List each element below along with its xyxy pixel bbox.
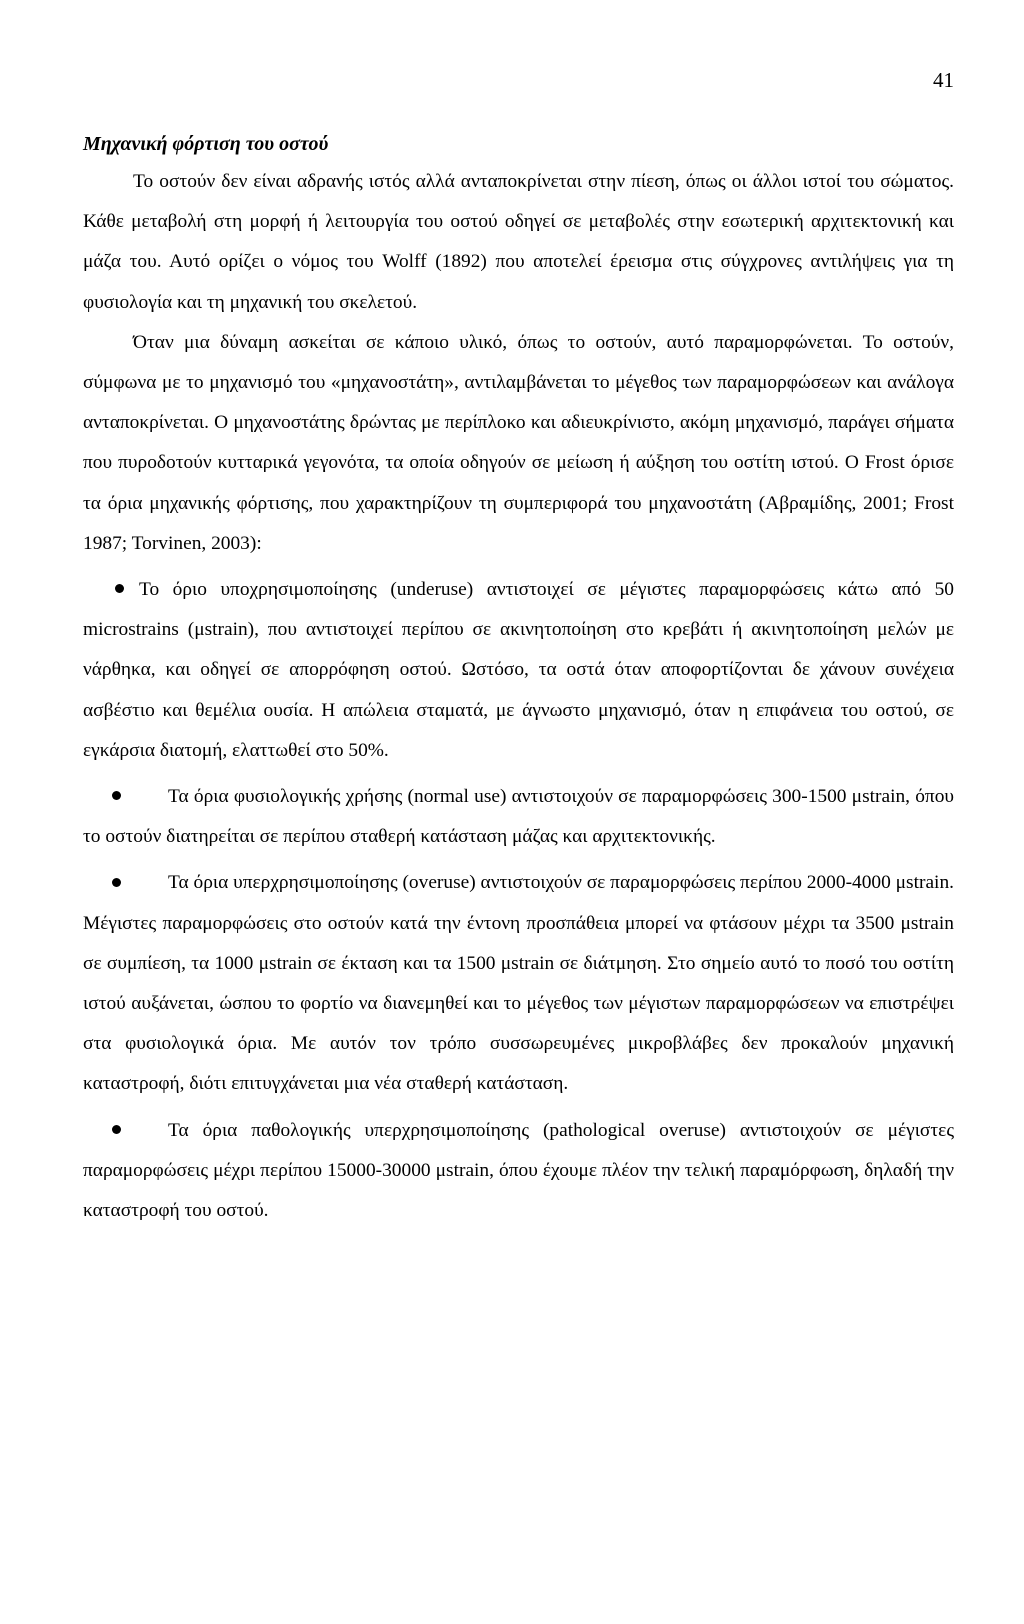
bullet-icon xyxy=(112,878,121,887)
bullet-text: Το όριο υποχρησιμοποίησης (underuse) αντιστοιχεί σε μέγιστες παραμορφώσεις κάτω από 50 microstrains (μstrain), που αντιστοιχεί περίπου σε ακινητοποίηση στο κρεβάτι ή ακινητοποίηση μελών με νάρθηκα, και οδηγεί σε απορρόφηση οστού. Ωστόσο, τα οστά όταν αποφορτίζονται δε χάνουν συνέχεια ασβέστιο και θεμέλια ουσία. Η απώλεια σταματά, με άγνωστο μηχανισμό, όταν η επιφάνεια του οστού, σε εγκάρσια διατομή, ελαττωθεί στο 50%. xyxy=(83,579,954,761)
bullet-text: Τα όρια υπερχρησιμοποίησης (overuse) αντιστοιχούν σε παραμορφώσεις περίπου 2000-4000 μstrain. Μέγιστες παραμορφώσεις στο οστούν κατά την έντονη προσπάθεια μπορεί να φτάσουν μέχρι τα 3500 μstrain σε συμπίεση, τα 1000 μstrain σε έκταση και τα 1500 μstrain σε διάτμηση. Στο σημείο αυτό το ποσό του οστίτη ιστού αυξάνεται, ώσπου το φορτίο να διανεμηθεί και το μέγεθος των μέγιστων παραμορφώσεων να επιστρέψει στα φυσιολογικά όρια. Με αυτόν τον τρόπο συσσωρευμένες μικροβλάβες δεν προκαλούν μηχανική καταστροφή, διότι επιτυγχάνεται μια νέα σταθερή κατάσταση. xyxy=(83,872,954,1095)
bullet-item-pathological-overuse xyxy=(83,1111,954,1232)
bullet-text: Τα όρια παθολογικής υπερχρησιμοποίησης (pathological overuse) αντιστοιχούν σε μέγιστες παραμορφώσεις μέχρι περίπου 15000-30000 μstrain, όπου έχουμε πλέον την τελική παραμόρφωση, δηλαδή την καταστροφή του οστού. xyxy=(83,1119,954,1222)
document-body xyxy=(83,126,954,1231)
section-title: Μηχανική φόρτιση του οστού xyxy=(83,133,329,155)
bullet-icon xyxy=(112,791,121,800)
paragraph-1: Το οστούν δεν είναι αδρανής ιστός αλλά ανταποκρίνεται στην πίεση, όπως οι άλλοι ιστοί του σώματος. Κάθε μεταβολή στη μορφή ή λειτουργία του οστού οδηγεί σε μεταβολές στην εσωτερική αρχιτεκτονική και μάζα του. Αυτό ορίζει ο νόμος του Wolff (1892) που αποτελεί έρεισμα στις σύγχρονες αντιλήψεις για τη φυσιολογία και τη μηχανική του σκελετού. xyxy=(83,171,954,313)
bullet-item-underuse xyxy=(83,570,954,771)
bullet-text: Τα όρια φυσιολογικής χρήσης (normal use) αντιστοιχούν σε παραμορφώσεις 300-1500 μstrain, όπου το οστούν διατηρείται σε περίπου σταθερή κατάσταση μάζας και αρχιτεκτονικής. xyxy=(83,786,954,848)
bullet-icon xyxy=(112,1125,121,1134)
bullet-icon xyxy=(115,584,124,593)
bullet-item-overuse xyxy=(83,863,954,1104)
bullet-item-normal-use xyxy=(83,777,954,857)
page-number: 41 xyxy=(933,68,954,92)
paragraph-2: Όταν μια δύναμη ασκείται σε κάποιο υλικό, όπως το οστούν, αυτό παραμορφώνεται. Το οστούν, σύμφωνα με το μηχανισμό του «μηχανοστάτη», αντιλαμβάνεται το μέγεθος των παραμορφώσεων και ανάλογα ανταποκρίνεται. Ο μηχανοστάτης δρώντας με περίπλοκο και αδιευκρίνιστο, ακόμη μηχανισμό, παράγει σήματα που πυροδοτούν κυτταρικά γεγονότα, τα οποία οδηγούν σε μείωση ή αύξηση του οστίτη ιστού. Ο Frost όρισε τα όρια μηχανικής φόρτισης, που χαρακτηρίζουν τη συμπεριφορά του μηχανοστάτη (Αβραμίδης, 2001; Frost 1987; Torvinen, 2003): xyxy=(83,331,954,554)
